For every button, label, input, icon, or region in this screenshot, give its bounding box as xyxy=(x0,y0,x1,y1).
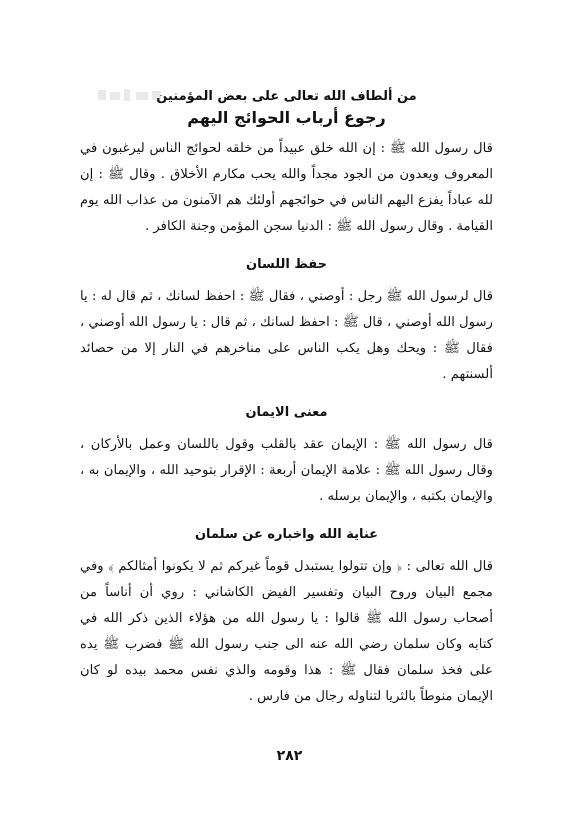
section-subtitle-kindness: رجوع أرباب الحوائج اليهم xyxy=(187,108,386,127)
section-tongue xyxy=(80,256,493,388)
paragraph-kindness: قال رسول الله ﷺ : إن الله خلق عبيداً من خلقه لحوائج الناس ليرغبون في المعروف ويعدون من الجود مجداً والله يحب مكارم الأخلاق . وقال ﷺ : إن لله عباداً يفزع اليهم الناس في حوائجهم أولئك هم الآمنون من عذاب الله يوم القيامة . وقال رسول الله ﷺ : الدنيا سجن المؤمن وجنة الكافر . xyxy=(80,141,493,234)
section-title-salman: عناية الله واخباره عن سلمان xyxy=(194,527,379,542)
paragraph-faith: قال رسول الله ﷺ : الإيمان عقد بالقلب وقول باللسان وعمل بالأركان ، وقال رسول الله ﷺ : علامة الإيمان أربعة : الإقرار بتوحيد الله ، والإيمان به ، والإيمان بكتبه ، والإيمان برسله . xyxy=(80,437,493,504)
section-title-kindness: من ألطاف الله تعالى على بعض المؤمنين xyxy=(156,89,417,104)
section-salman xyxy=(80,526,493,710)
section-title-tongue: حفظ اللسان xyxy=(245,257,328,272)
section-kindness xyxy=(80,88,493,240)
faint-stamp-mark xyxy=(96,86,166,104)
paragraph-tongue: قال لرسول الله ﷺ رجل : أوصني ، فقال ﷺ : احفظ لسانك ، ثم قال له : يا رسول الله أوصني ، قال ﷺ : احفظ لسانك ، ثم قال : يا رسول الله أوصني ، فقال ﷺ : ويحك وهل يكب الناس على مناخرهم في النار إلا من حصائد ألسنتهم . xyxy=(80,289,493,382)
page-number: ٢٨٢ xyxy=(276,748,303,764)
section-faith xyxy=(80,404,493,510)
paragraph-salman: قال الله تعالى : ﴿ وإن تتولوا يستبدل قوماً غيركم ثم لا يكونوا أمثالكم ﴾ وفي مجمع البيان وروح البيان وتفسير الفيض الكاشاني : روي أن أناساً من أصحاب رسول الله ﷺ قالوا : يا رسول الله من هؤلاء الذين ذكر الله في كتابه وكان سلمان رضي الله عنه الى جنب رسول الله ﷺ فضرب ﷺ يده على فخذ سلمان فقال ﷺ : هذا وقومه والذي نفس محمد بيده لو كان الإيمان منوطاً بالثريا لتناوله رجال من فارس . xyxy=(80,559,493,704)
section-title-faith: معنى الايمان xyxy=(245,405,328,420)
